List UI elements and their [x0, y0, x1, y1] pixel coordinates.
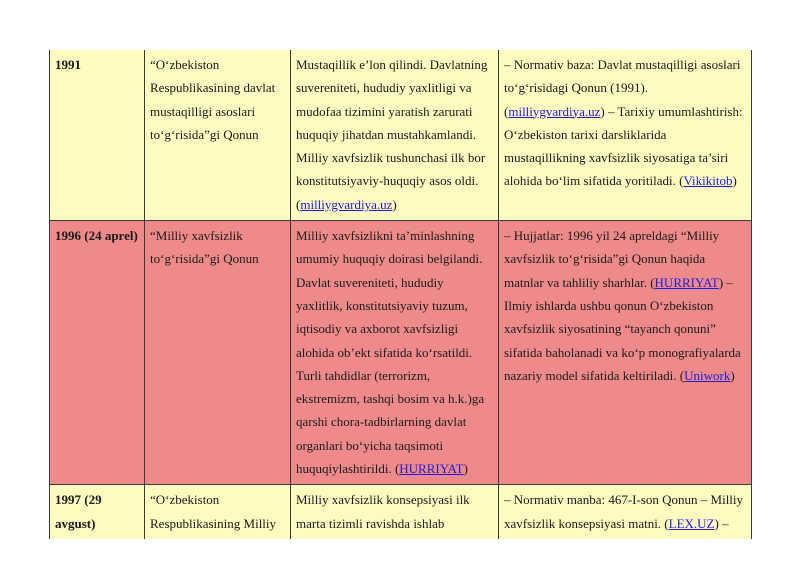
source-link[interactable]: milliygvardiya.uz [508, 103, 601, 119]
source-link[interactable]: LEX.UZ [668, 515, 715, 531]
year-cell: 1996 (24 aprel) [50, 221, 145, 485]
source-link[interactable]: HURRIYAT [399, 461, 464, 477]
sources-text: ) [730, 367, 735, 383]
year-cell: 1991 [50, 50, 145, 221]
law-cell: “O‘zbekiston Respublikasining Milliy [145, 485, 291, 539]
description-text: Mustaqillik e’lon qilindi. Davlatning suvereniteti, hududiy yaxlitligi va mudofaa tizimini yaratish zarurati huquqiy jihatdan mustahkamlandi. Milliy xavfsizlik tushunchasi ilk bor konstitutsiyaviy-huquqiy asos oldi. ( [296, 57, 488, 212]
year-cell: 1997 (29 avgust) [50, 485, 145, 539]
source-link[interactable]: milliygvardiya.uz [300, 196, 393, 212]
sources-cell [499, 50, 752, 221]
description-cell [291, 50, 499, 221]
sources-text: ) – Ilmiy ishlarda ushbu qonun O‘zbekiston xavfsizlik siyosatining “tayanch qonuni” sifatida baholanadi va ko‘p monografiyalarda nazariy model sifatida keltiriladi. ( [504, 274, 741, 383]
table-row [50, 50, 752, 221]
description-tail: ) [463, 461, 468, 477]
law-cell: “O‘zbekiston Respublikasining davlat mustaqilligi asoslari to‘g‘risida”gi Qonun [145, 50, 291, 221]
history-table [49, 50, 752, 539]
description-text: Milliy xavfsizlik konsepsiyasi ilk marta tizimli ravishda ishlab [296, 492, 470, 531]
source-link[interactable]: Vikikitob [683, 173, 733, 189]
source-link[interactable]: Uniwork [684, 367, 731, 383]
sources-text: – Hujjatlar: 1996 yil 24 apreldagi “Milliy xavfsizlik to‘g‘risida”gi Qonun haqida matnlar va tahliliy sharhlar. ( [504, 228, 720, 290]
sources-text: ) [732, 173, 737, 189]
description-text: Milliy xavfsizlikni ta’minlashning umumiy huquqiy doirasi belgilandi. Davlat suvereniteti, hududiy yaxlitlik, konstitutsiyaviy tuzum, iqtisodiy va axborot xavfsizligi alohida ob’ekt sifatida ko‘rsatildi. Turli tahdidlar (terrorizm, ekstremizm, tashqi bosim va h.k.)ga qarshi chora-tadbirlarning davlat organlari bo‘yicha taqsimoti huquqiylashtirildi. ( [296, 228, 485, 477]
sources-cell [499, 485, 752, 539]
table-row [50, 485, 752, 539]
description-cell [291, 485, 499, 539]
sources-text: ) – Tarixiy umumlashtirish: O‘zbekiston tarixi darsliklarida mustaqillikning xavfsizlik siyosatiga ta’siri alohida bo‘lim sifatida yoritiladi. ( [504, 103, 743, 189]
sources-text: ) – [714, 515, 729, 531]
sources-text: – Normativ baza: Davlat mustaqilligi asoslari to‘g‘risidagi Qonun (1991). ( [504, 57, 741, 119]
sources-cell [499, 221, 752, 485]
document-page [49, 50, 751, 539]
law-cell: “Milliy xavfsizlik to‘g‘risida”gi Qonun [145, 221, 291, 485]
description-cell [291, 221, 499, 485]
description-tail: ) [392, 196, 397, 212]
table-row [50, 221, 752, 485]
sources-text: – Normativ manba: 467-I-son Qonun – Milliy xavfsizlik konsepsiyasi matni. ( [504, 492, 744, 531]
source-link[interactable]: HURRIYAT [654, 274, 719, 290]
